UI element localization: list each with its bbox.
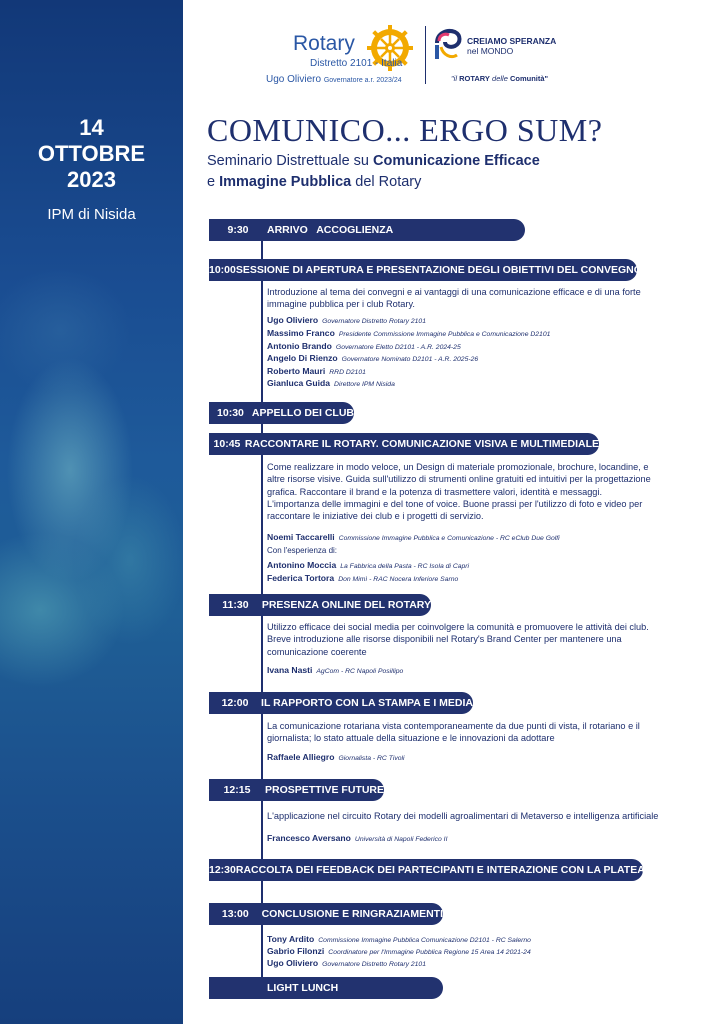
slogan-line1: CREIAMO SPERANZA	[467, 36, 557, 46]
speaker	[267, 532, 560, 542]
speaker-role: Giornalista - RC Tivoli	[338, 755, 405, 762]
speaker-role: Commissione Immagine Pubblica e Comunicazione - RC eClub Due Golfi	[338, 535, 560, 542]
subtitle-bold: Comunicazione Efficace	[373, 153, 540, 169]
session-bar	[209, 859, 643, 881]
date-day: 14	[79, 115, 104, 140]
speaker-role: Commissione Immagine Pubblica Comunicazione D2101 - RC Salerno	[318, 937, 531, 944]
speaker-role: Governatore Nominato D2101 - A.R. 2025-26	[341, 356, 479, 363]
session-bar	[209, 219, 525, 241]
speaker-name: Massimo Franco	[267, 328, 335, 338]
session-title: RACCONTARE IL ROTARY. COMUNICAZIONE VISIVA E MULTIMEDIALE	[244, 438, 599, 450]
speaker-role: Presidente Commissione Immagine Pubblica e Comunicazione D2101	[338, 331, 551, 338]
date-year: 2023	[67, 167, 116, 192]
speaker-role: Don Mimì - RAC Nocera Inferiore Sarno	[338, 576, 459, 583]
speaker	[267, 752, 405, 762]
speaker-role: RRD D2101	[329, 369, 366, 376]
session-bar	[209, 594, 431, 616]
speaker-name: Francesco Aversano	[267, 833, 351, 843]
speaker-role: Governatore Eletto D2101 - A.R. 2024-25	[335, 344, 461, 351]
session-bar	[209, 402, 354, 424]
speaker	[267, 665, 403, 675]
event-title: COMUNICO... ERGO SUM?	[207, 112, 603, 148]
session-bar	[209, 259, 642, 281]
session-title: IL RAPPORTO CON LA STAMPA E I MEDIA	[261, 697, 473, 709]
community-word: Comunità"	[509, 74, 549, 83]
speaker-name: Gianluca Guida	[267, 378, 331, 388]
speaker	[267, 934, 531, 944]
session-title: ARRIVO ACCOGLIENZA	[267, 224, 394, 236]
session-bar	[209, 903, 443, 925]
speaker-role: AgCom - RC Napoli Posillipo	[316, 668, 404, 675]
session-time: 12:30	[209, 864, 236, 876]
session-description: Introduzione al tema dei convegni e ai vantaggi di una comunicazione efficace e di una forte immagine pubblica per i club Rotary.	[267, 287, 641, 310]
speaker-role: Direttore IPM Nisida	[334, 381, 395, 388]
header-divider	[425, 26, 426, 84]
experience-note: Con l'esperienza di:	[267, 546, 338, 555]
governor-name: Ugo Oliviero	[266, 74, 322, 85]
event-place: IPM di Nisida	[47, 206, 136, 223]
session-time: 10:30	[217, 407, 244, 419]
speaker-role: Governatore Distretto Rotary 2101	[322, 961, 426, 968]
session-time: 12:15	[223, 784, 251, 796]
community-delle: delle	[489, 74, 510, 83]
speaker	[267, 573, 458, 583]
speaker	[267, 315, 426, 325]
session-description: L'applicazione nel circuito Rotary dei modelli agroalimentari di Metaverso e intelligenza artificiale	[267, 811, 659, 821]
speaker-role: Coordinatore per l'Immagine Pubblica Regione 15 Area 14 2021-24	[328, 949, 531, 956]
speaker-name: Gabrio Filonzi	[267, 946, 325, 956]
subtitle-part: del Rotary	[351, 174, 422, 190]
session-time: 13:00	[221, 908, 249, 920]
speaker	[267, 958, 426, 968]
hope-logo-icon	[433, 27, 465, 61]
district-label: Distretto 2101 - Italia	[310, 58, 403, 69]
date-month: OTTOBRE	[37, 141, 146, 166]
community-rotary: ROTARY	[459, 74, 490, 83]
speaker	[267, 353, 478, 363]
subtitle-part: Seminario Distrettuale su	[207, 153, 374, 169]
subtitle-part: e	[207, 174, 220, 190]
sea-photo-panel	[0, 0, 183, 1024]
session-title: PROSPETTIVE FUTURE	[264, 784, 384, 796]
session-description: Utilizzo efficace dei social media per coinvolgere la comunità e promuovere le attività dei club. Breve introduzione alle risorse disponibili nel Rotary's Brand Center per mantenere una comunicazione coerente	[267, 622, 649, 657]
session-title: SESSIONE DI APERTURA E PRESENTAZIONE DEGLI OBIETTIVI DEL CONVEGNO	[235, 264, 642, 276]
speaker	[267, 378, 395, 388]
session-time: 10:00	[209, 264, 236, 276]
speaker	[267, 946, 531, 956]
speaker-name: Raffaele Alliegro	[267, 752, 335, 762]
speaker-name: Ugo Oliviero	[267, 315, 319, 325]
session-time: 10:45	[213, 438, 241, 450]
slogan-line2: nel MONDO	[467, 46, 514, 56]
community-slogan	[451, 74, 548, 83]
speaker-role: La Fabbrica della Pasta - RC Isola di Capri	[340, 563, 470, 570]
session-time: 12:00	[221, 697, 249, 709]
speaker-name: Antonino Moccia	[267, 560, 337, 570]
session-bar	[209, 977, 443, 999]
speaker	[267, 341, 461, 351]
session-title: LIGHT LUNCH	[267, 982, 339, 994]
speaker-name: Antonio Brando	[267, 341, 332, 351]
speaker	[267, 366, 366, 376]
speaker-name: Roberto Mauri	[267, 366, 326, 376]
event-subtitle	[207, 151, 540, 193]
session-title: CONCLUSIONE E RINGRAZIAMENTI	[261, 908, 443, 920]
speaker-name: Federica Tortora	[267, 573, 335, 583]
session-title: APPELLO DEI CLUB	[251, 407, 354, 419]
community-prefix: "il	[451, 74, 460, 83]
governor-line	[266, 74, 402, 85]
session-bar	[209, 433, 599, 455]
speaker-name: Tony Ardito	[267, 934, 315, 944]
session-title: RACCOLTA DEI FEEDBACK DEI PARTECIPANTI E INTERAZIONE CON LA PLATEA	[235, 864, 645, 876]
hope-slogan	[467, 36, 556, 56]
speaker-name: Noemi Taccarelli	[267, 532, 335, 542]
speaker-name: Ugo Oliviero	[267, 958, 319, 968]
speaker-role: Università di Napoli Federico II	[354, 836, 448, 843]
session-time: 9:30	[227, 224, 249, 236]
speaker	[267, 328, 550, 338]
event-date	[0, 115, 183, 193]
subtitle-bold: Immagine Pubblica	[219, 174, 352, 190]
speaker-role: Governatore Distretto Rotary 2101	[322, 318, 426, 325]
session-bar	[209, 692, 473, 714]
speaker	[267, 560, 469, 570]
session-title: PRESENZA ONLINE DEL ROTARY	[261, 599, 431, 611]
speaker-name: Ivana Nasti	[267, 665, 313, 675]
rotary-logo-word: Rotary	[293, 32, 355, 55]
session-description: La comunicazione rotariana vista contemporaneamente da due punti di vista, il rotariano e il giornalista; lo stato attuale della situazione e le innovazioni da adottare	[267, 721, 640, 744]
session-bar	[209, 779, 384, 801]
session-description: Come realizzare in modo veloce, un Design di materiale promozionale, brochure, locandine, e altre risorse visive. Guida sull'utilizzo di strumenti online gratuiti ed intuitivi per la progettazione grafica. Raccontare il brand e la potenza di trasmettere valori, identità e messaggi. L'importanza delle immagini e del tone of voice. Buone prassi per l'utilizzo di foto e video per raccontare le iniziative dei club e i progetti di servizio.	[267, 462, 651, 522]
session-time: 11:30	[222, 599, 249, 611]
governor-role: Governatore a.r. 2023/24	[323, 77, 402, 84]
speaker-name: Angelo Di Rienzo	[267, 353, 338, 363]
speaker	[267, 833, 447, 843]
